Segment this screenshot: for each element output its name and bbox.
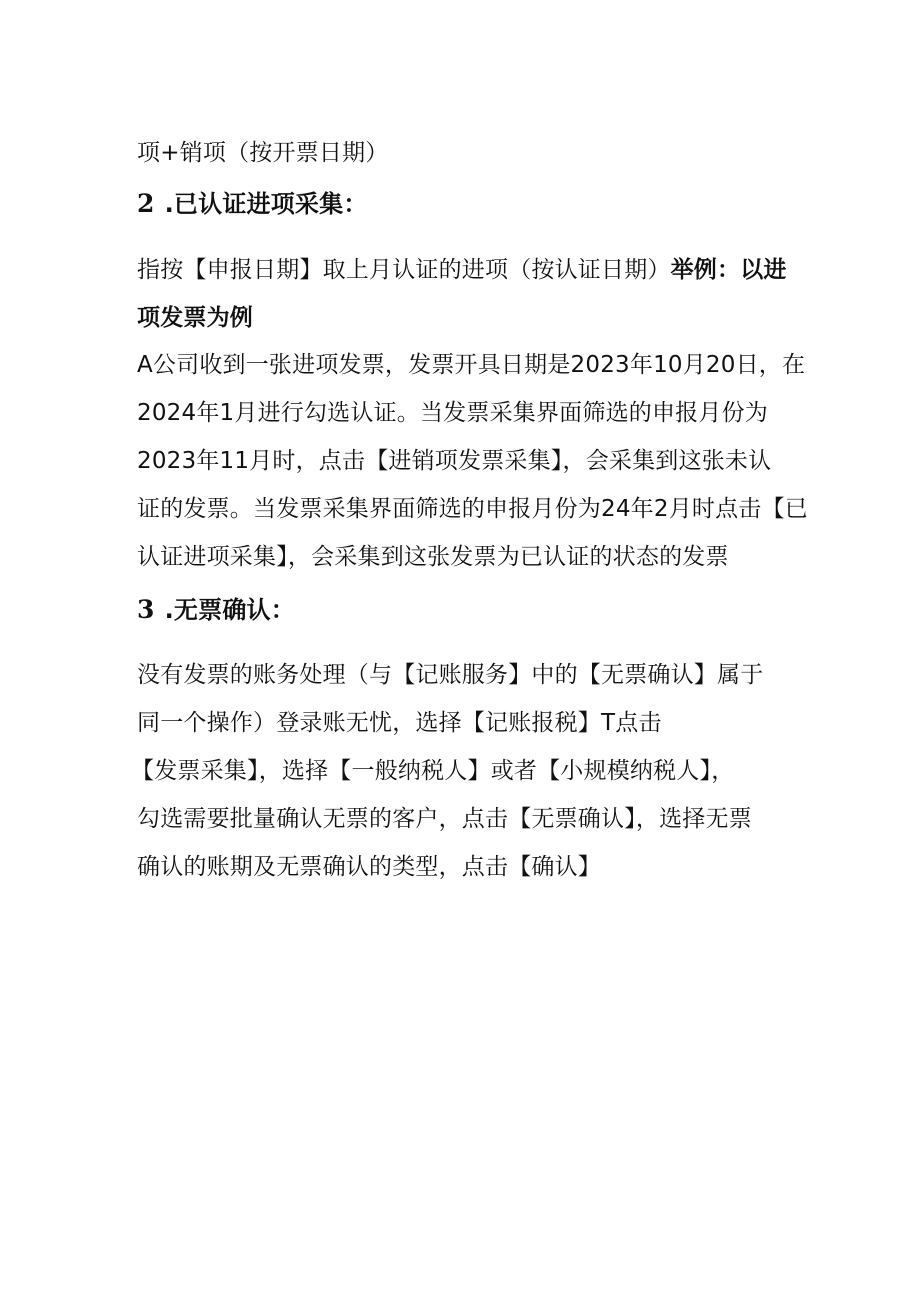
heading-text: .无票确认： bbox=[164, 596, 295, 624]
heading-number: 3 bbox=[137, 595, 155, 624]
paragraph-line: 勾选需要批量确认无票的客户，点击【无票确认】，选择无票 bbox=[137, 806, 752, 832]
paragraph-line: A公司收到一张进项发票，发票开具日期是2023年10月20日，在 bbox=[137, 352, 806, 378]
section-heading-3 bbox=[137, 595, 295, 625]
section-heading-2 bbox=[137, 189, 368, 219]
example-label-continued: 项发票为例 bbox=[137, 305, 253, 331]
paragraph-line: 确认的账期及无票确认的类型，点击【确认】 bbox=[137, 854, 601, 880]
paragraph-line: 没有发票的账务处理（与【记账服务】中的【无票确认】属于 bbox=[137, 662, 764, 688]
text-line: 项+销项（按开票日期） bbox=[137, 140, 389, 166]
example-label: 举例：以进 bbox=[670, 257, 787, 283]
heading-number: 2 bbox=[137, 189, 155, 218]
paragraph-line bbox=[137, 255, 787, 285]
paragraph-line: 【发票采集】，选择【一般纳税人】或者【小规模纳税人】， bbox=[131, 758, 735, 784]
paragraph-text: 指按【申报日期】取上月认证的进项（按认证日期） bbox=[137, 257, 671, 283]
paragraph-line: 同一个操作）登录账无忧，选择【记账报税】T点击 bbox=[137, 710, 662, 736]
heading-text: .已认证进项采集： bbox=[164, 190, 368, 218]
paragraph-line: 2023年11月时，点击【进销项发票采集】，会采集到这张未认 bbox=[137, 448, 772, 474]
paragraph-line: 2024年1月进行勾选认证。当发票采集界面筛选的申报月份为 bbox=[137, 400, 768, 426]
paragraph-line: 证的发票。当发票采集界面筛选的申报月份为24年2月时点击【已 bbox=[137, 496, 808, 522]
paragraph-line: 认证进项采集】，会采集到这张发票为已认证的状态的发票 bbox=[137, 544, 729, 570]
